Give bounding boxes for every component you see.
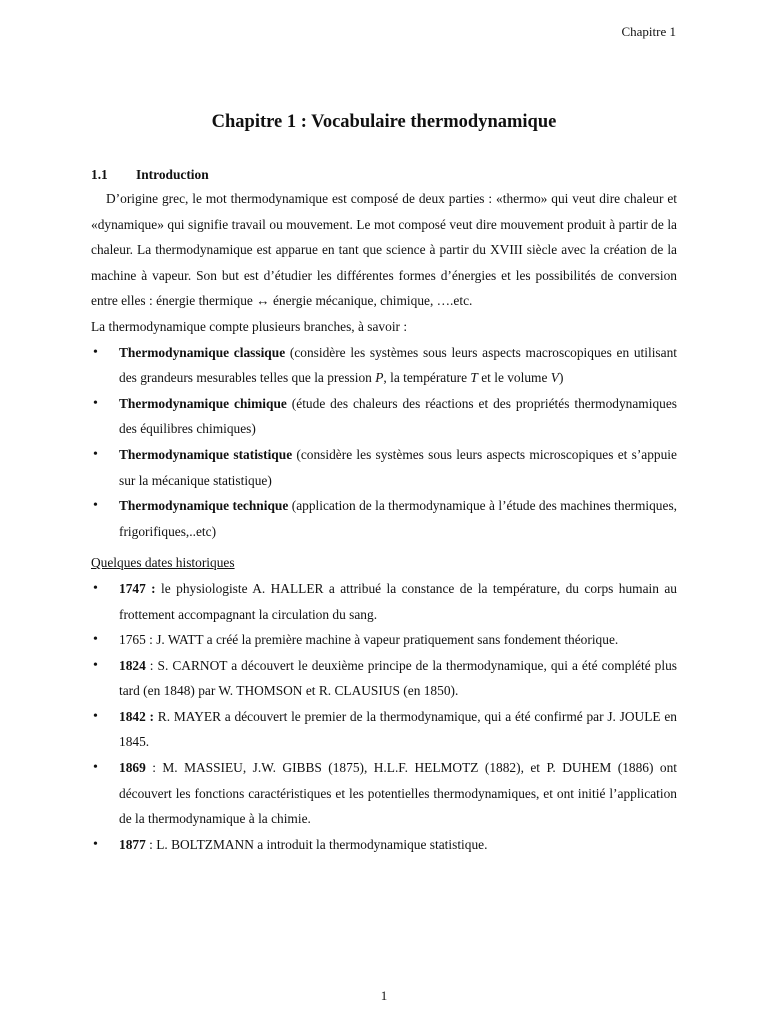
branches-intro: La thermodynamique compte plusieurs branches, à savoir : (91, 318, 408, 334)
list-item (91, 832, 677, 858)
bullet-icon: • (93, 395, 98, 411)
date-text: : M. MASSIEU, J.W. GIBBS (1875), H.L.F. HELMOTZ (1882), et P. DUHEM (1886) ont découvert les fonctions caractéristiques et les potentielles thermodynamiques, et ont initié l’application de la thermodynamique à la chimie. (119, 760, 677, 827)
branch-text: , la température (383, 370, 471, 386)
branch-term: Thermodynamique technique (119, 498, 289, 514)
list-item (91, 627, 677, 653)
list-item (91, 391, 677, 442)
date-text: : L. BOLTZMANN a introduit la thermodynamique statistique. (145, 836, 488, 852)
branch-text: (application de la thermodynamique à l’étude des machines thermiques, frigorifiques,..etc) (119, 498, 678, 539)
date-text: le physiologiste A. HALLER a attribué la constance de la température, du corps humain au frottement accompagnant la circulation du sang. (119, 580, 677, 622)
intro-paragraph: D’origine grec, le mot thermodynamique est composé de deux parties : «thermo» qui veut dire chaleur et «dynamique» qui signifie travail ou mouvement. Le mot composé veut dire mouvement produit à partir de la chaleur. La thermodynamique est apparue en tant que science à partir du XVIII siècle avec la création de la machine à vapeur. Son but est d’étudier les différentes formes d’énergies et les possibilités de conversion entre elles : énergie thermique ↔ énergie mécanique, chimique, ….etc. (91, 191, 677, 309)
list-item (91, 493, 677, 544)
date-year: 1747 : (119, 580, 156, 596)
bullet-icon: • (93, 580, 98, 596)
branch-term: Thermodynamique chimique (119, 395, 287, 411)
date-text: R. MAYER a découvert le premier de la thermodynamique, qui a été confirmé par J. JOULE en 1845. (119, 708, 677, 750)
list-item (91, 340, 677, 391)
dates-heading: Quelques dates historiques (91, 555, 235, 571)
var-pressure: P (375, 370, 384, 386)
bullet-icon: • (93, 708, 98, 724)
list-item (91, 576, 677, 627)
date-text: : J. WATT a créé la première machine à vapeur pratiquement sans fondement théorique. (145, 632, 619, 648)
branch-text: (considère les systèmes sous leurs aspects macroscopiques en utilisant des grandeurs mesurables telles que la pression (119, 344, 677, 386)
list-item (91, 442, 677, 493)
branch-text: (considère les systèmes sous leurs aspects microscopiques et s’appuie sur la mécanique statistique) (119, 446, 677, 488)
var-temperature: T (470, 370, 478, 386)
page-title: Chapitre 1 : Vocabulaire thermodynamique (211, 112, 557, 132)
page-number: 1 (380, 988, 388, 1003)
date-year: 1869 (119, 760, 146, 776)
dates-list (91, 576, 677, 858)
date-text: : S. CARNOT a découvert le deuxième principe de la thermodynamique, qui a été complété plus tard (en 1848) par W. THOMSON et R. CLAUSIUS (en 1850). (119, 657, 677, 699)
date-year: 1877 (119, 836, 146, 852)
date-year: 1765 (119, 632, 146, 648)
section-heading (91, 164, 677, 186)
branches-list (91, 340, 677, 545)
branch-term: Thermodynamique classique (119, 344, 286, 360)
running-header: Chapitre 1 (621, 24, 676, 39)
bullet-icon: • (93, 632, 98, 648)
bullet-icon: • (93, 498, 98, 514)
branch-text: ) (558, 370, 564, 386)
page-content (91, 164, 677, 857)
section-title: Introduction (136, 167, 209, 182)
list-item (91, 704, 677, 755)
bullet-icon: • (93, 836, 98, 852)
date-year: 1824 (119, 657, 146, 673)
list-item (91, 653, 677, 704)
branch-text: (étude des chaleurs des réactions et des propriétés thermodynamiques des équilibres chimiques) (119, 395, 677, 437)
list-item (91, 755, 677, 832)
branch-text: et le volume (477, 370, 551, 386)
bullet-icon: • (93, 446, 98, 462)
bullet-icon: • (93, 760, 98, 776)
date-year: 1842 : (119, 708, 155, 724)
section-number: 1.1 (91, 167, 108, 182)
bullet-icon: • (93, 657, 98, 673)
branch-term: Thermodynamique statistique (119, 446, 293, 462)
bullet-icon: • (93, 344, 98, 360)
var-volume: V (550, 370, 559, 386)
